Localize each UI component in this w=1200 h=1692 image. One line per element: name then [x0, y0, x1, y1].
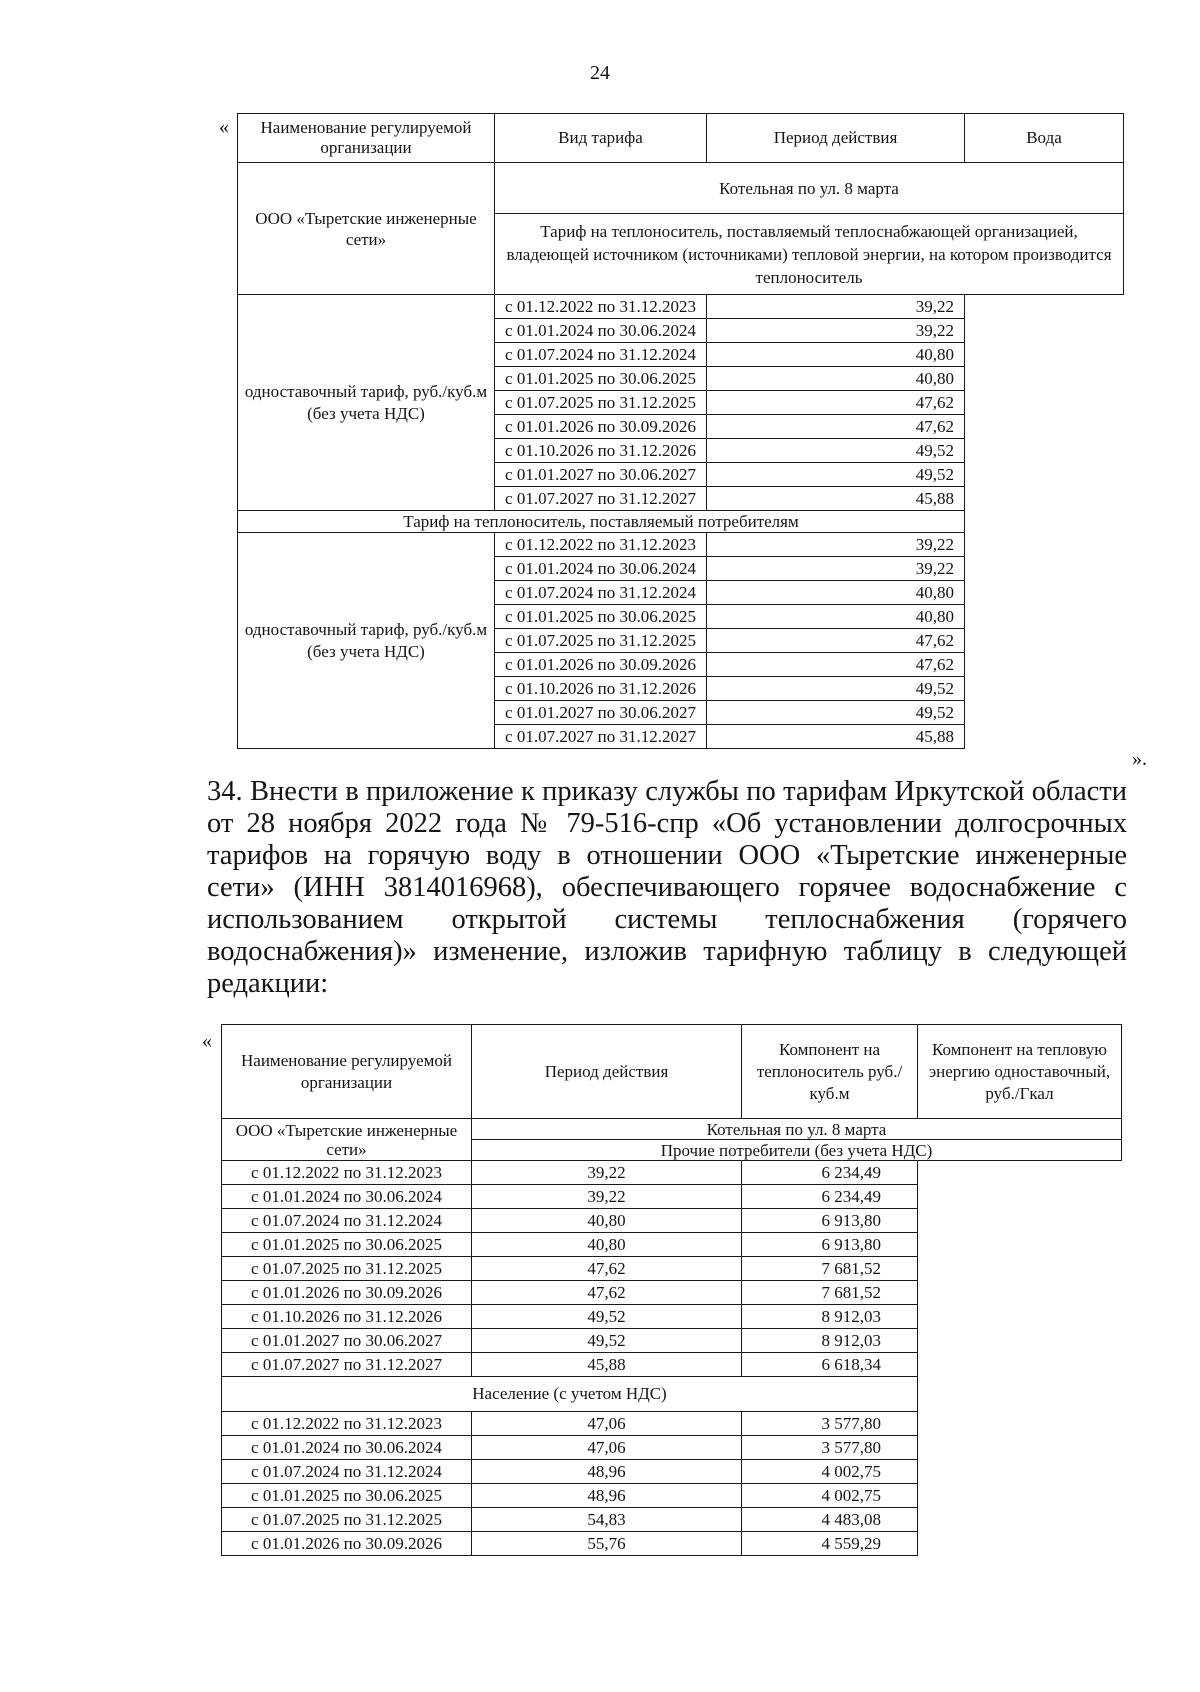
group-population: Население (с учетом НДС): [222, 1377, 918, 1412]
header-tariff-type: Вид тарифа: [495, 114, 707, 163]
tariff-table-water: [237, 113, 1124, 749]
period-cell: с 01.07.2025 по 31.12.2025: [222, 1257, 472, 1281]
period-cell: с 01.10.2026 по 31.12.2026: [495, 677, 707, 701]
carrier-value-cell: 39,22: [472, 1185, 742, 1209]
carrier-value-cell: 47,62: [472, 1257, 742, 1281]
period-cell: с 01.07.2027 по 31.12.2027: [222, 1353, 472, 1377]
header-organization: Наименование регулируемой организации: [222, 1025, 472, 1119]
water-value-cell: 45,88: [707, 487, 965, 511]
energy-value-cell: 4 002,75: [742, 1460, 918, 1484]
open-quote-1: «: [219, 116, 229, 138]
period-cell: с 01.01.2024 по 30.06.2024: [222, 1436, 472, 1460]
energy-value-cell: 4 483,08: [742, 1508, 918, 1532]
carrier-value-cell: 49,52: [472, 1305, 742, 1329]
carrier-value-cell: 39,22: [472, 1161, 742, 1185]
table-row: [222, 1281, 1122, 1305]
water-value-cell: 45,88: [707, 725, 965, 749]
period-cell: с 01.01.2024 по 30.06.2024: [495, 319, 707, 343]
water-value-cell: 39,22: [707, 319, 965, 343]
energy-value-cell: 4 559,29: [742, 1532, 918, 1556]
energy-value-cell: 3 577,80: [742, 1436, 918, 1460]
header-carrier-component: Компонент на теплоноситель руб./куб.м: [742, 1025, 918, 1119]
water-value-cell: 49,52: [707, 439, 965, 463]
section-title-consumers: Тариф на теплоноситель, поставляемый потребителям: [238, 511, 965, 533]
table-row: [238, 533, 1124, 557]
period-cell: с 01.12.2022 по 31.12.2023: [222, 1412, 472, 1436]
energy-value-cell: 7 681,52: [742, 1281, 918, 1305]
period-cell: с 01.01.2026 по 30.09.2026: [495, 653, 707, 677]
boiler-title: Котельная по ул. 8 марта: [495, 163, 1124, 214]
energy-value-cell: 4 002,75: [742, 1484, 918, 1508]
period-cell: с 01.12.2022 по 31.12.2023: [495, 295, 707, 319]
energy-value-cell: 6 618,34: [742, 1353, 918, 1377]
carrier-value-cell: 49,52: [472, 1329, 742, 1353]
organization-cell: ООО «Тыретские инженерные сети»: [222, 1119, 472, 1161]
period-cell: с 01.01.2026 по 30.09.2026: [222, 1532, 472, 1556]
table-row: [222, 1460, 1122, 1484]
open-quote-2: «: [202, 1030, 212, 1052]
period-cell: с 01.07.2025 по 31.12.2025: [495, 391, 707, 415]
energy-value-cell: 6 913,80: [742, 1233, 918, 1257]
tariff-table-hot-water: [221, 1024, 1122, 1556]
table-row: [222, 1233, 1122, 1257]
period-cell: с 01.01.2027 по 30.06.2027: [495, 463, 707, 487]
period-cell: с 01.01.2027 по 30.06.2027: [222, 1329, 472, 1353]
water-value-cell: 47,62: [707, 653, 965, 677]
table-row: [222, 1209, 1122, 1233]
table-row: [222, 1353, 1122, 1377]
water-value-cell: 49,52: [707, 677, 965, 701]
water-value-cell: 40,80: [707, 343, 965, 367]
table-row: [222, 1161, 1122, 1185]
table-row: [222, 1532, 1122, 1556]
water-value-cell: 49,52: [707, 463, 965, 487]
water-value-cell: 47,62: [707, 415, 965, 439]
close-quote-1: ».: [1132, 748, 1147, 770]
header-water: Вода: [965, 114, 1124, 163]
period-cell: с 01.07.2025 по 31.12.2025: [222, 1508, 472, 1532]
page-number: 24: [590, 62, 610, 84]
amendment-paragraph: 34. Внести в приложение к приказу службы по тарифам Иркутской области от 28 ноября 2022 года № 79-516-спр «Об установлении долгосрочных тарифов на горячую воду в отношении ООО «Тыретские инженерные сети» (ИНН 3814016968), обеспечивающего горячее водоснабжение с использованием открытой системы теплоснабжения (горячего водоснабжения)» изменение, изложив тарифную таблицу в следующей редакции:: [207, 776, 1127, 999]
period-cell: с 01.07.2024 по 31.12.2024: [222, 1460, 472, 1484]
period-cell: с 01.01.2025 по 30.06.2025: [495, 605, 707, 629]
period-cell: с 01.07.2024 по 31.12.2024: [495, 581, 707, 605]
header-energy-component: Компонент на тепловую энергию одноставочный, руб./Гкал: [918, 1025, 1122, 1119]
water-value-cell: 40,80: [707, 581, 965, 605]
table-row: [222, 1305, 1122, 1329]
water-value-cell: 49,52: [707, 701, 965, 725]
table-row: [222, 1484, 1122, 1508]
header-organization: Наименование регулируемой организации: [238, 114, 495, 163]
water-value-cell: 47,62: [707, 629, 965, 653]
carrier-value-cell: 47,06: [472, 1436, 742, 1460]
water-value-cell: 40,80: [707, 605, 965, 629]
period-cell: с 01.12.2022 по 31.12.2023: [222, 1161, 472, 1185]
table-row: [222, 1412, 1122, 1436]
carrier-value-cell: 47,62: [472, 1281, 742, 1305]
table-row: [222, 1436, 1122, 1460]
energy-value-cell: 8 912,03: [742, 1305, 918, 1329]
carrier-value-cell: 47,06: [472, 1412, 742, 1436]
water-value-cell: 39,22: [707, 295, 965, 319]
table-row: [222, 1329, 1122, 1353]
period-cell: с 01.01.2025 по 30.06.2025: [495, 367, 707, 391]
header-period: Период действия: [472, 1025, 742, 1119]
boiler-title: Котельная по ул. 8 марта: [472, 1119, 1122, 1140]
period-cell: с 01.07.2025 по 31.12.2025: [495, 629, 707, 653]
period-cell: с 01.07.2024 по 31.12.2024: [495, 343, 707, 367]
water-value-cell: 47,62: [707, 391, 965, 415]
energy-value-cell: 6 913,80: [742, 1209, 918, 1233]
section-title-source: Тариф на теплоноситель, поставляемый теплоснабжающей организацией, владеющей источником (источниками) тепловой энергии, на котором производится теплоноситель: [495, 214, 1124, 295]
period-cell: с 01.12.2022 по 31.12.2023: [495, 533, 707, 557]
period-cell: с 01.10.2026 по 31.12.2026: [222, 1305, 472, 1329]
period-cell: с 01.07.2027 по 31.12.2027: [495, 725, 707, 749]
period-cell: с 01.01.2026 по 30.09.2026: [495, 415, 707, 439]
carrier-value-cell: 40,80: [472, 1209, 742, 1233]
period-cell: с 01.07.2027 по 31.12.2027: [495, 487, 707, 511]
period-cell: с 01.07.2024 по 31.12.2024: [222, 1209, 472, 1233]
tariff-type-cell: одноставочный тариф, руб./куб.м (без учета НДС): [238, 533, 495, 749]
tariff-type-cell: одноставочный тариф, руб./куб.м (без учета НДС): [238, 295, 495, 511]
energy-value-cell: 3 577,80: [742, 1412, 918, 1436]
energy-value-cell: 8 912,03: [742, 1329, 918, 1353]
period-cell: с 01.01.2027 по 30.06.2027: [495, 701, 707, 725]
energy-value-cell: 6 234,49: [742, 1161, 918, 1185]
energy-value-cell: 6 234,49: [742, 1185, 918, 1209]
group-other-consumers: Прочие потребители (без учета НДС): [472, 1140, 1122, 1161]
table-row: [222, 1185, 1122, 1209]
water-value-cell: 40,80: [707, 367, 965, 391]
energy-value-cell: 7 681,52: [742, 1257, 918, 1281]
period-cell: с 01.01.2025 по 30.06.2025: [222, 1484, 472, 1508]
carrier-value-cell: 48,96: [472, 1484, 742, 1508]
table-row: [222, 1508, 1122, 1532]
table-row: [222, 1257, 1122, 1281]
water-value-cell: 39,22: [707, 557, 965, 581]
carrier-value-cell: 48,96: [472, 1460, 742, 1484]
organization-cell: ООО «Тыретские инженерные сети»: [238, 163, 495, 295]
water-value-cell: 39,22: [707, 533, 965, 557]
period-cell: с 01.01.2024 по 30.06.2024: [222, 1185, 472, 1209]
carrier-value-cell: 54,83: [472, 1508, 742, 1532]
header-period: Период действия: [707, 114, 965, 163]
carrier-value-cell: 55,76: [472, 1532, 742, 1556]
period-cell: с 01.01.2024 по 30.06.2024: [495, 557, 707, 581]
period-cell: с 01.10.2026 по 31.12.2026: [495, 439, 707, 463]
carrier-value-cell: 45,88: [472, 1353, 742, 1377]
carrier-value-cell: 40,80: [472, 1233, 742, 1257]
period-cell: с 01.01.2026 по 30.09.2026: [222, 1281, 472, 1305]
table-row: [238, 295, 1124, 319]
period-cell: с 01.01.2025 по 30.06.2025: [222, 1233, 472, 1257]
